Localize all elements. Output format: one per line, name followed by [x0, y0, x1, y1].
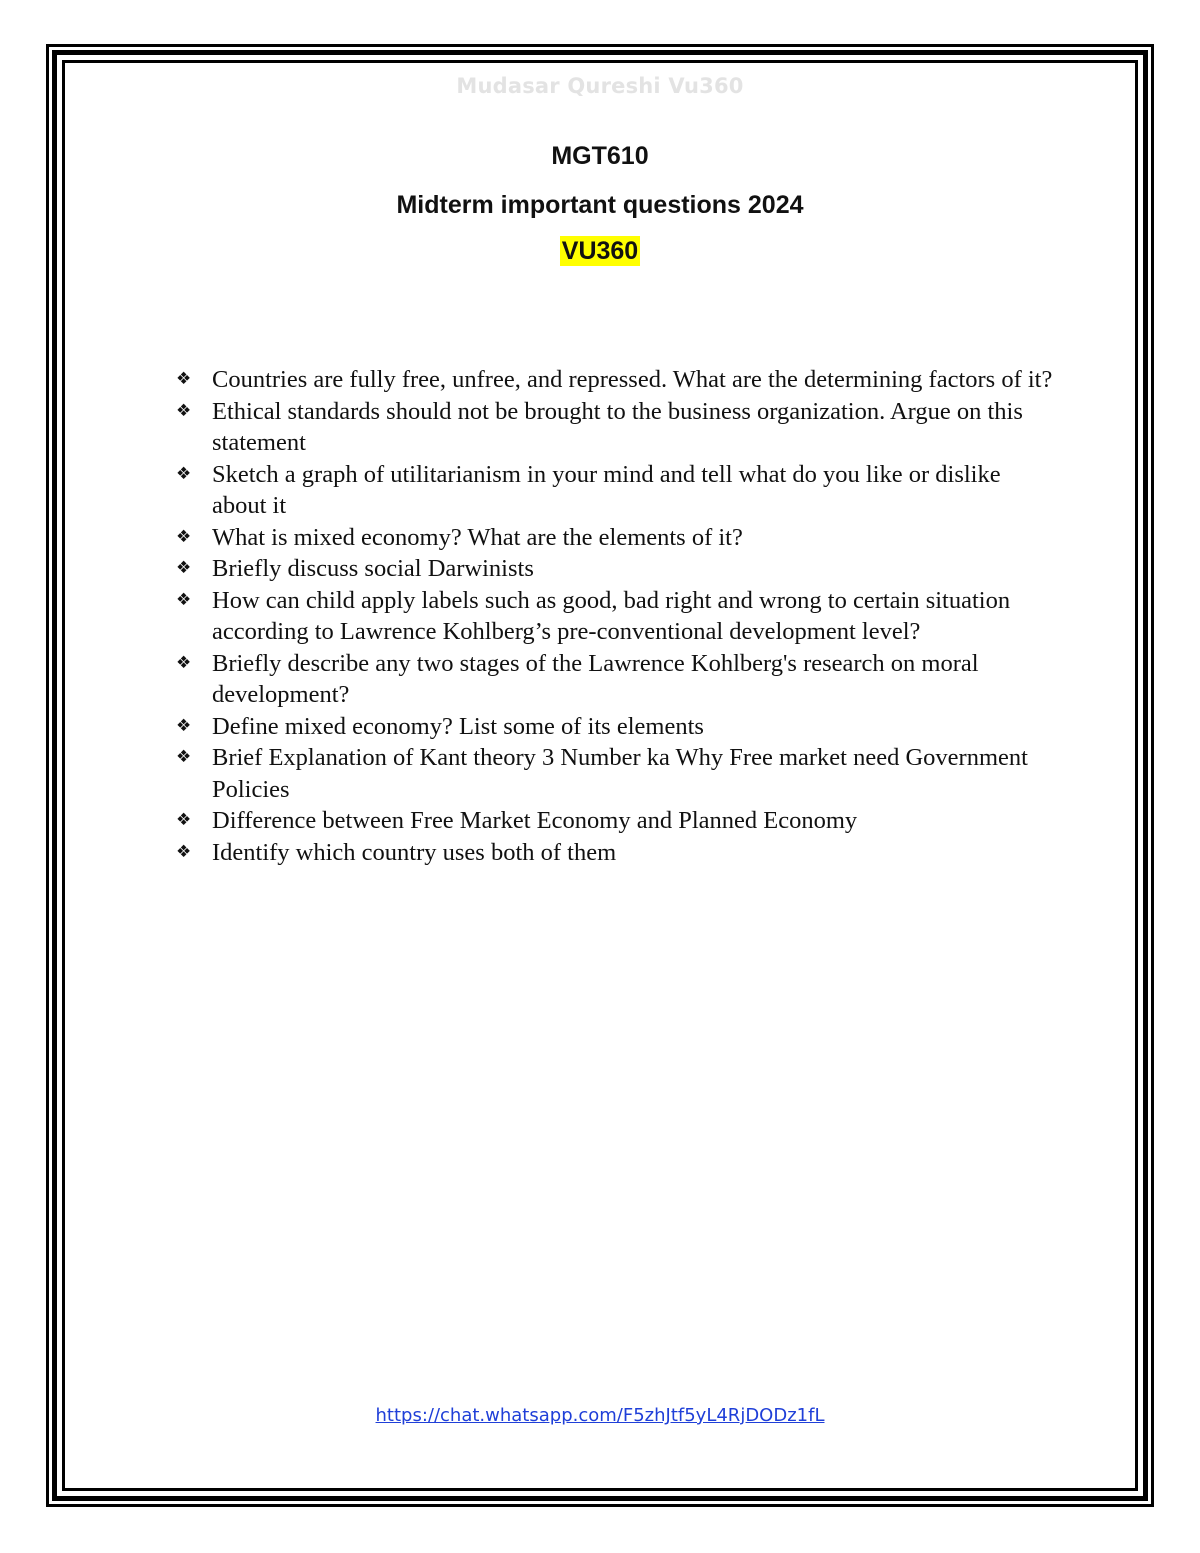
question-item: [176, 805, 1056, 837]
diamond-bullet-icon: ❖: [176, 400, 192, 421]
diamond-bullet-icon: ❖: [176, 715, 192, 736]
document-title: Midterm important questions 2024: [396, 191, 804, 219]
watermark: Mudasar Qureshi Vu360: [456, 74, 744, 98]
whatsapp-group-link[interactable]: https://chat.whatsapp.com/F5zhJtf5yL4RjDODz1fL: [375, 1405, 825, 1426]
question-item: [176, 522, 1056, 554]
question-text: Ethical standards should not be brought to the business organization. Argue on this statement: [212, 397, 1023, 456]
diamond-bullet-icon: ❖: [176, 558, 192, 578]
question-text: What is mixed economy? What are the elements of it?: [212, 523, 743, 551]
diamond-bullet-icon: ❖: [176, 369, 192, 389]
diamond-bullet-icon: ❖: [176, 841, 192, 862]
question-item: [176, 553, 1056, 585]
question-text: Identify which country uses both of them: [212, 838, 617, 866]
question-item: [176, 459, 1056, 522]
diamond-bullet-icon: ❖: [176, 589, 192, 610]
question-text: Define mixed economy? List some of its elements: [212, 712, 704, 740]
question-text: Sketch a graph of utilitarianism in your mind and tell what do you like or dislike about it: [212, 460, 1001, 519]
diamond-bullet-icon: ❖: [176, 526, 192, 547]
question-item: [176, 364, 1056, 396]
footer-link-wrapper: [0, 1405, 1200, 1426]
diamond-bullet-icon: ❖: [176, 810, 192, 830]
diamond-bullet-icon: ❖: [176, 652, 192, 673]
question-text: Difference between Free Market Economy and Planned Economy: [212, 807, 858, 834]
question-text: Briefly describe any two stages of the Lawrence Kohlberg's research on moral development?: [212, 649, 979, 708]
question-list: [176, 364, 1056, 868]
question-item: [176, 648, 1056, 711]
question-item: [176, 837, 1056, 869]
question-item: [176, 585, 1056, 648]
question-text: How can child apply labels such as good, bad right and wrong to certain situation according to Lawrence Kohlberg’s pre-conventional development level?: [212, 586, 1011, 645]
brand-highlight: VU360: [561, 237, 639, 265]
course-code: MGT610: [551, 142, 649, 170]
brand-label: [0, 237, 1200, 266]
question-item: [176, 711, 1056, 743]
question-text: Countries are fully free, unfree, and repressed. What are the determining factors of it?: [212, 366, 1053, 393]
diamond-bullet-icon: ❖: [176, 463, 192, 484]
diamond-bullet-icon: ❖: [176, 747, 192, 767]
question-text: Briefly discuss social Darwinists: [212, 555, 534, 582]
question-item: [176, 742, 1056, 805]
question-item: [176, 396, 1056, 459]
question-text: Brief Explanation of Kant theory 3 Number ka Why Free market need Government Policies: [212, 744, 1028, 803]
